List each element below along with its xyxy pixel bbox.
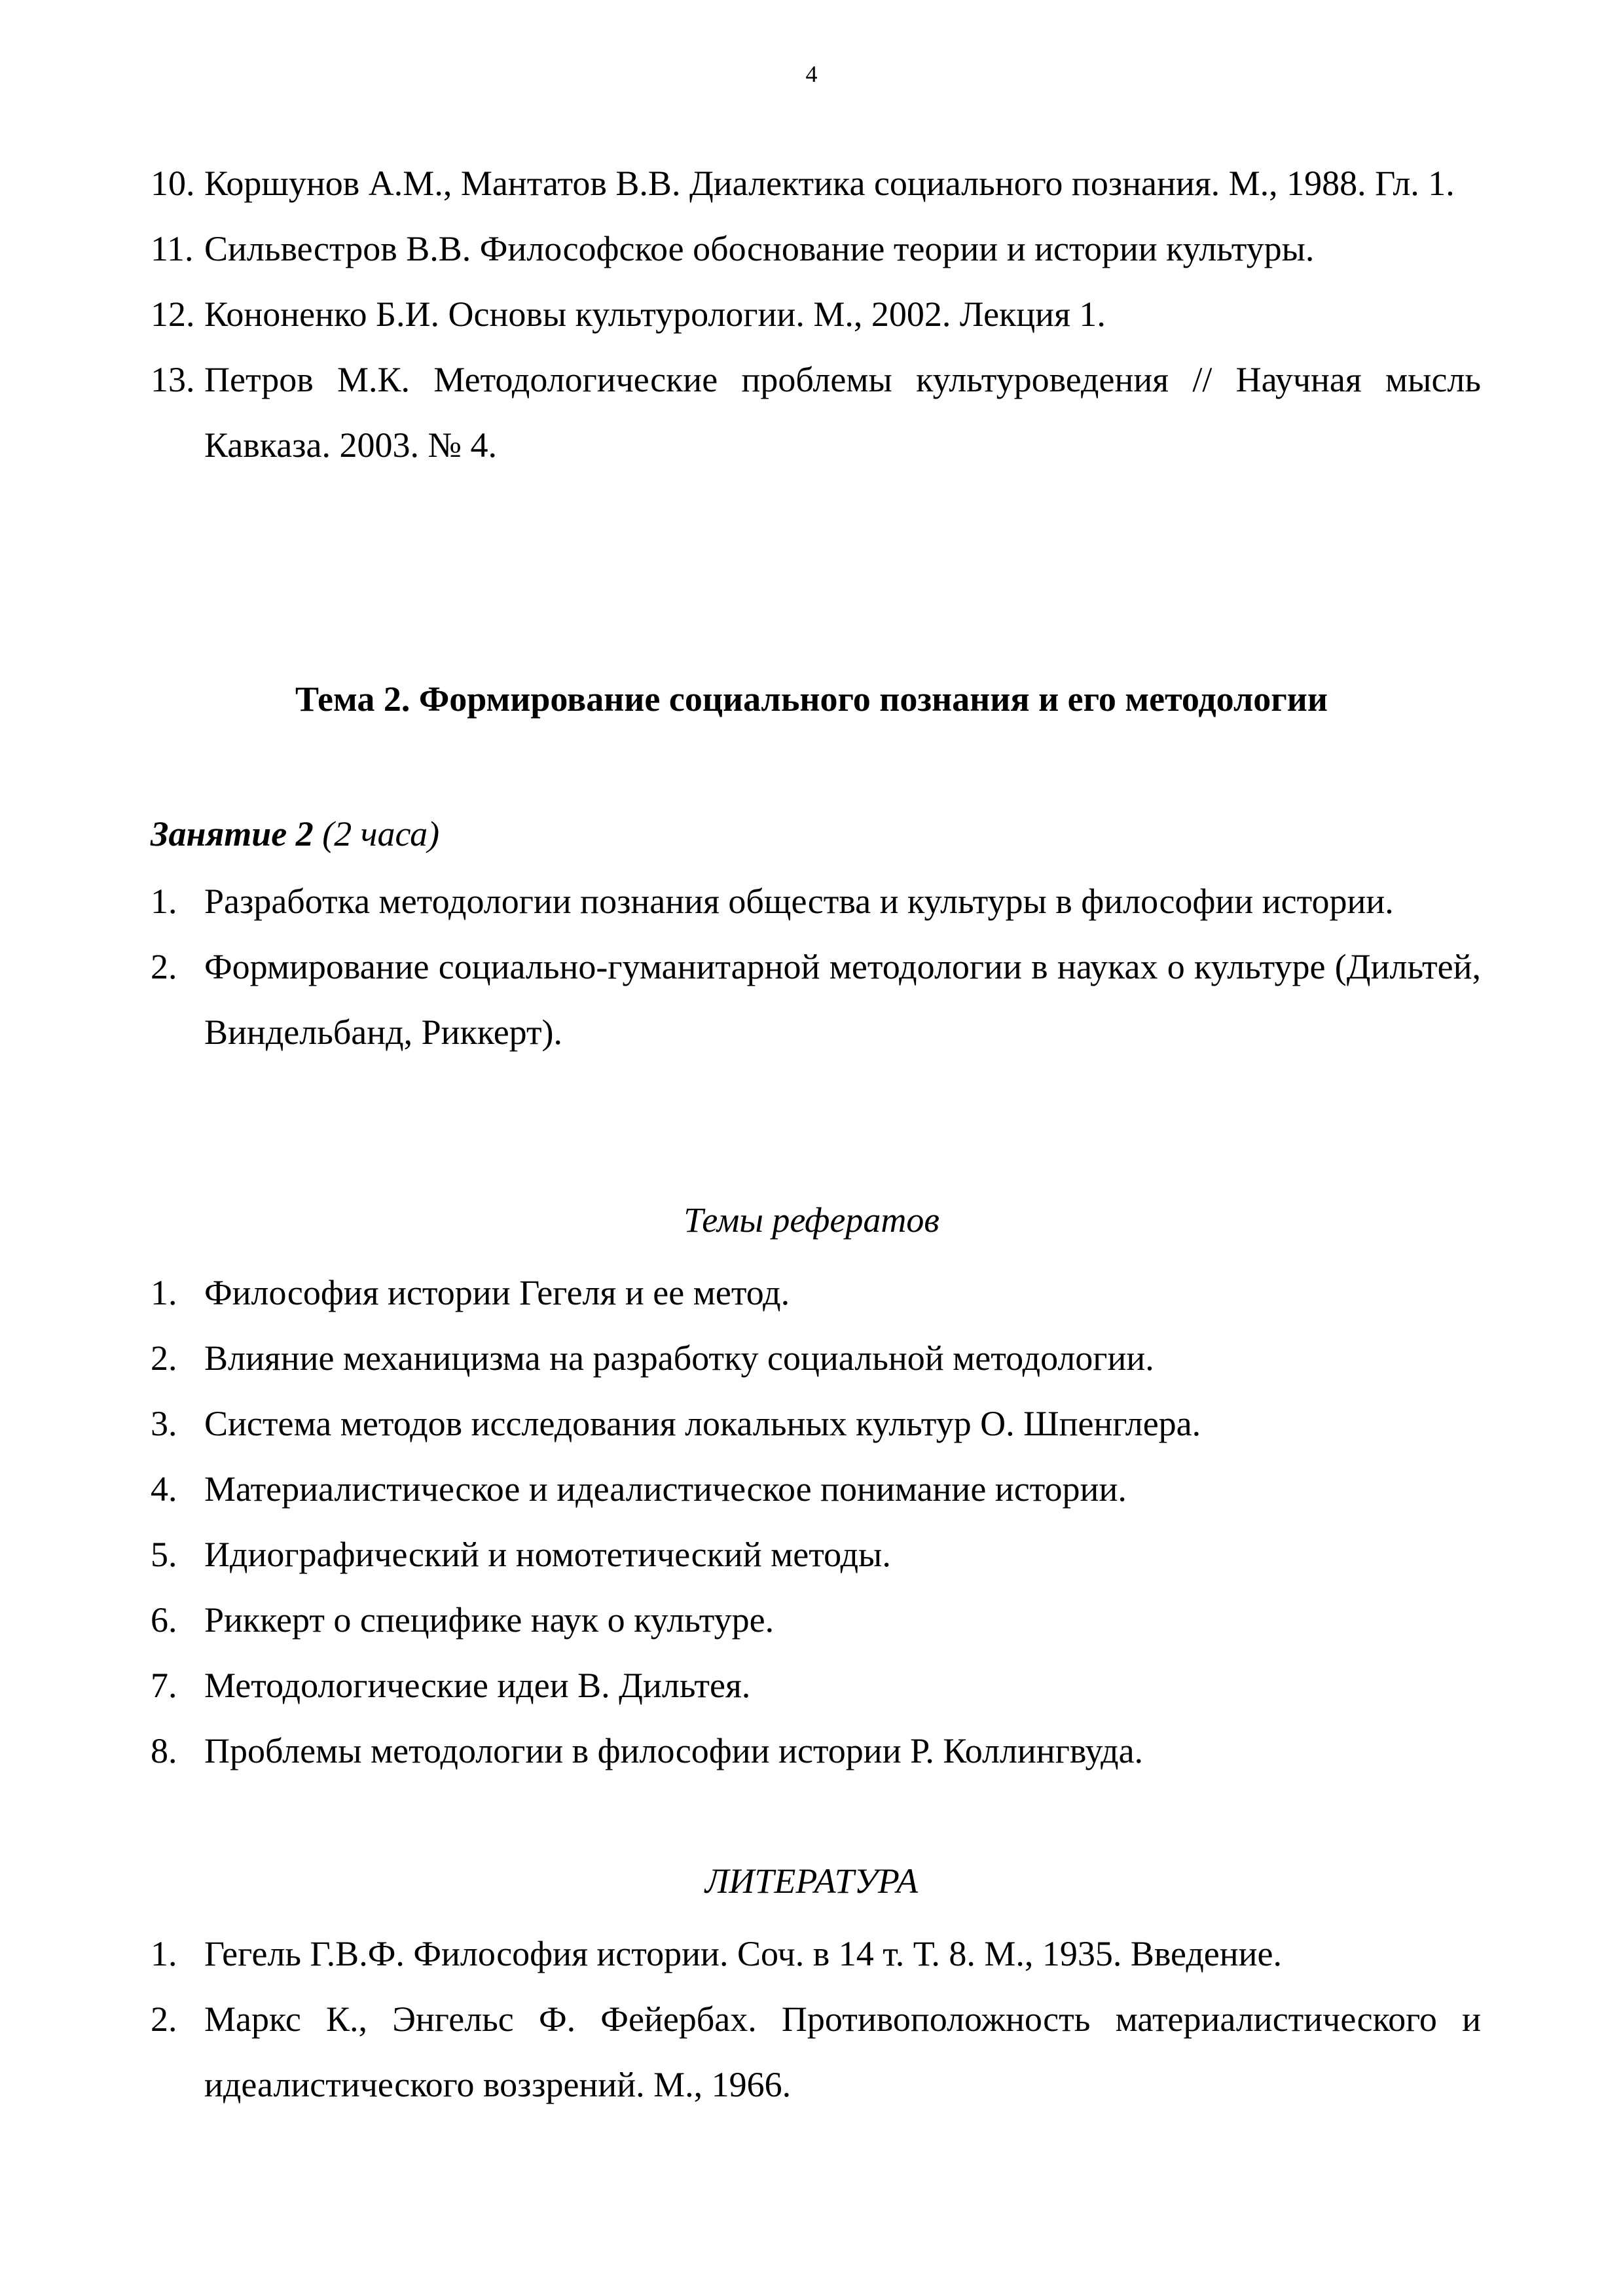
list-number: 4. (151, 1469, 177, 1509)
list-item (151, 1921, 1481, 1986)
list-item (151, 1718, 1481, 1784)
list-number: 1. (151, 882, 177, 921)
list-number: 1. (151, 1273, 177, 1312)
list-item (151, 1325, 1481, 1391)
list-text: Материалистическое и идеалистическое понимание истории. (204, 1469, 1127, 1509)
list-number: 1. (151, 1934, 177, 1973)
lesson-title (151, 814, 439, 854)
list-item (151, 869, 1481, 934)
list-number: 12. (151, 295, 195, 334)
list-text: Система методов исследования локальных культур О. Шпенглера. (204, 1404, 1201, 1443)
list-text: Разработка методологии познания общества и культуры в философии истории. (204, 882, 1394, 921)
list-item (151, 1986, 1481, 2117)
reference-list-continued (151, 151, 1481, 478)
lesson-label: Занятие 2 (151, 814, 314, 853)
list-number: 6. (151, 1600, 177, 1640)
list-item (151, 934, 1481, 1065)
list-text: Влияние механицизма на разработку социальной методологии. (204, 1338, 1154, 1378)
list-text: Маркс К., Энгельс Ф. Фейербах. Противоположность материалистического и идеалистического воззрений. М., 1966. (204, 2000, 1481, 2104)
list-number: 13. (151, 360, 195, 399)
list-item (151, 151, 1481, 216)
essays-heading: Темы рефератов (684, 1200, 939, 1240)
list-text: Идиографический и номотетический методы. (204, 1535, 891, 1574)
lesson-hours: (2 часа) (313, 814, 440, 853)
list-text: Формирование социально-гуманитарной методологии в науках о культуре (Дильтей, Виндельбанд, Риккерт). (204, 947, 1481, 1052)
essay-topics-list (151, 1260, 1481, 1784)
literature-list (151, 1921, 1481, 2117)
list-text: Гегель Г.В.Ф. Философия истории. Соч. в 14 т. Т. 8. М., 1935. Введение. (204, 1934, 1283, 1973)
topic-heading: Тема 2. Формирование социального познания и его методологии (295, 679, 1328, 719)
list-text: Коршунов А.М., Мантатов В.В. Диалектика социального познания. М., 1988. Гл. 1. (204, 164, 1455, 203)
list-number: 2. (151, 1338, 177, 1378)
list-item (151, 281, 1481, 347)
list-number: 10. (151, 164, 195, 203)
list-number: 5. (151, 1535, 177, 1574)
list-number: 7. (151, 1666, 177, 1705)
list-number: 11. (151, 229, 194, 268)
list-number: 8. (151, 1731, 177, 1770)
list-number: 2. (151, 2000, 177, 2039)
list-text: Сильвестров В.В. Философское обоснование теории и истории культуры. (204, 229, 1315, 268)
list-item (151, 1653, 1481, 1718)
list-number: 3. (151, 1404, 177, 1443)
list-item (151, 216, 1481, 281)
list-item (151, 1260, 1481, 1325)
page-number: 4 (805, 61, 818, 87)
list-text: Философия истории Гегеля и ее метод. (204, 1273, 790, 1312)
list-item (151, 1522, 1481, 1587)
literature-heading: ЛИТЕРАТУРА (704, 1861, 919, 1901)
list-text: Проблемы методологии в философии истории Р. Коллингвуда. (204, 1731, 1144, 1770)
list-number: 2. (151, 947, 177, 986)
list-text: Петров М.К. Методологические проблемы культуроведения // Научная мысль Кавказа. 2003. № 4. (204, 360, 1481, 465)
list-item (151, 347, 1481, 478)
list-item (151, 1587, 1481, 1653)
list-text: Риккерт о специфике наук о культуре. (204, 1600, 775, 1640)
list-text: Методологические идеи В. Дильтея. (204, 1666, 751, 1705)
list-item (151, 1456, 1481, 1522)
list-text: Кононенко Б.И. Основы культурологии. М., 2002. Лекция 1. (204, 295, 1106, 334)
lesson-questions (151, 869, 1481, 1065)
list-item (151, 1391, 1481, 1456)
